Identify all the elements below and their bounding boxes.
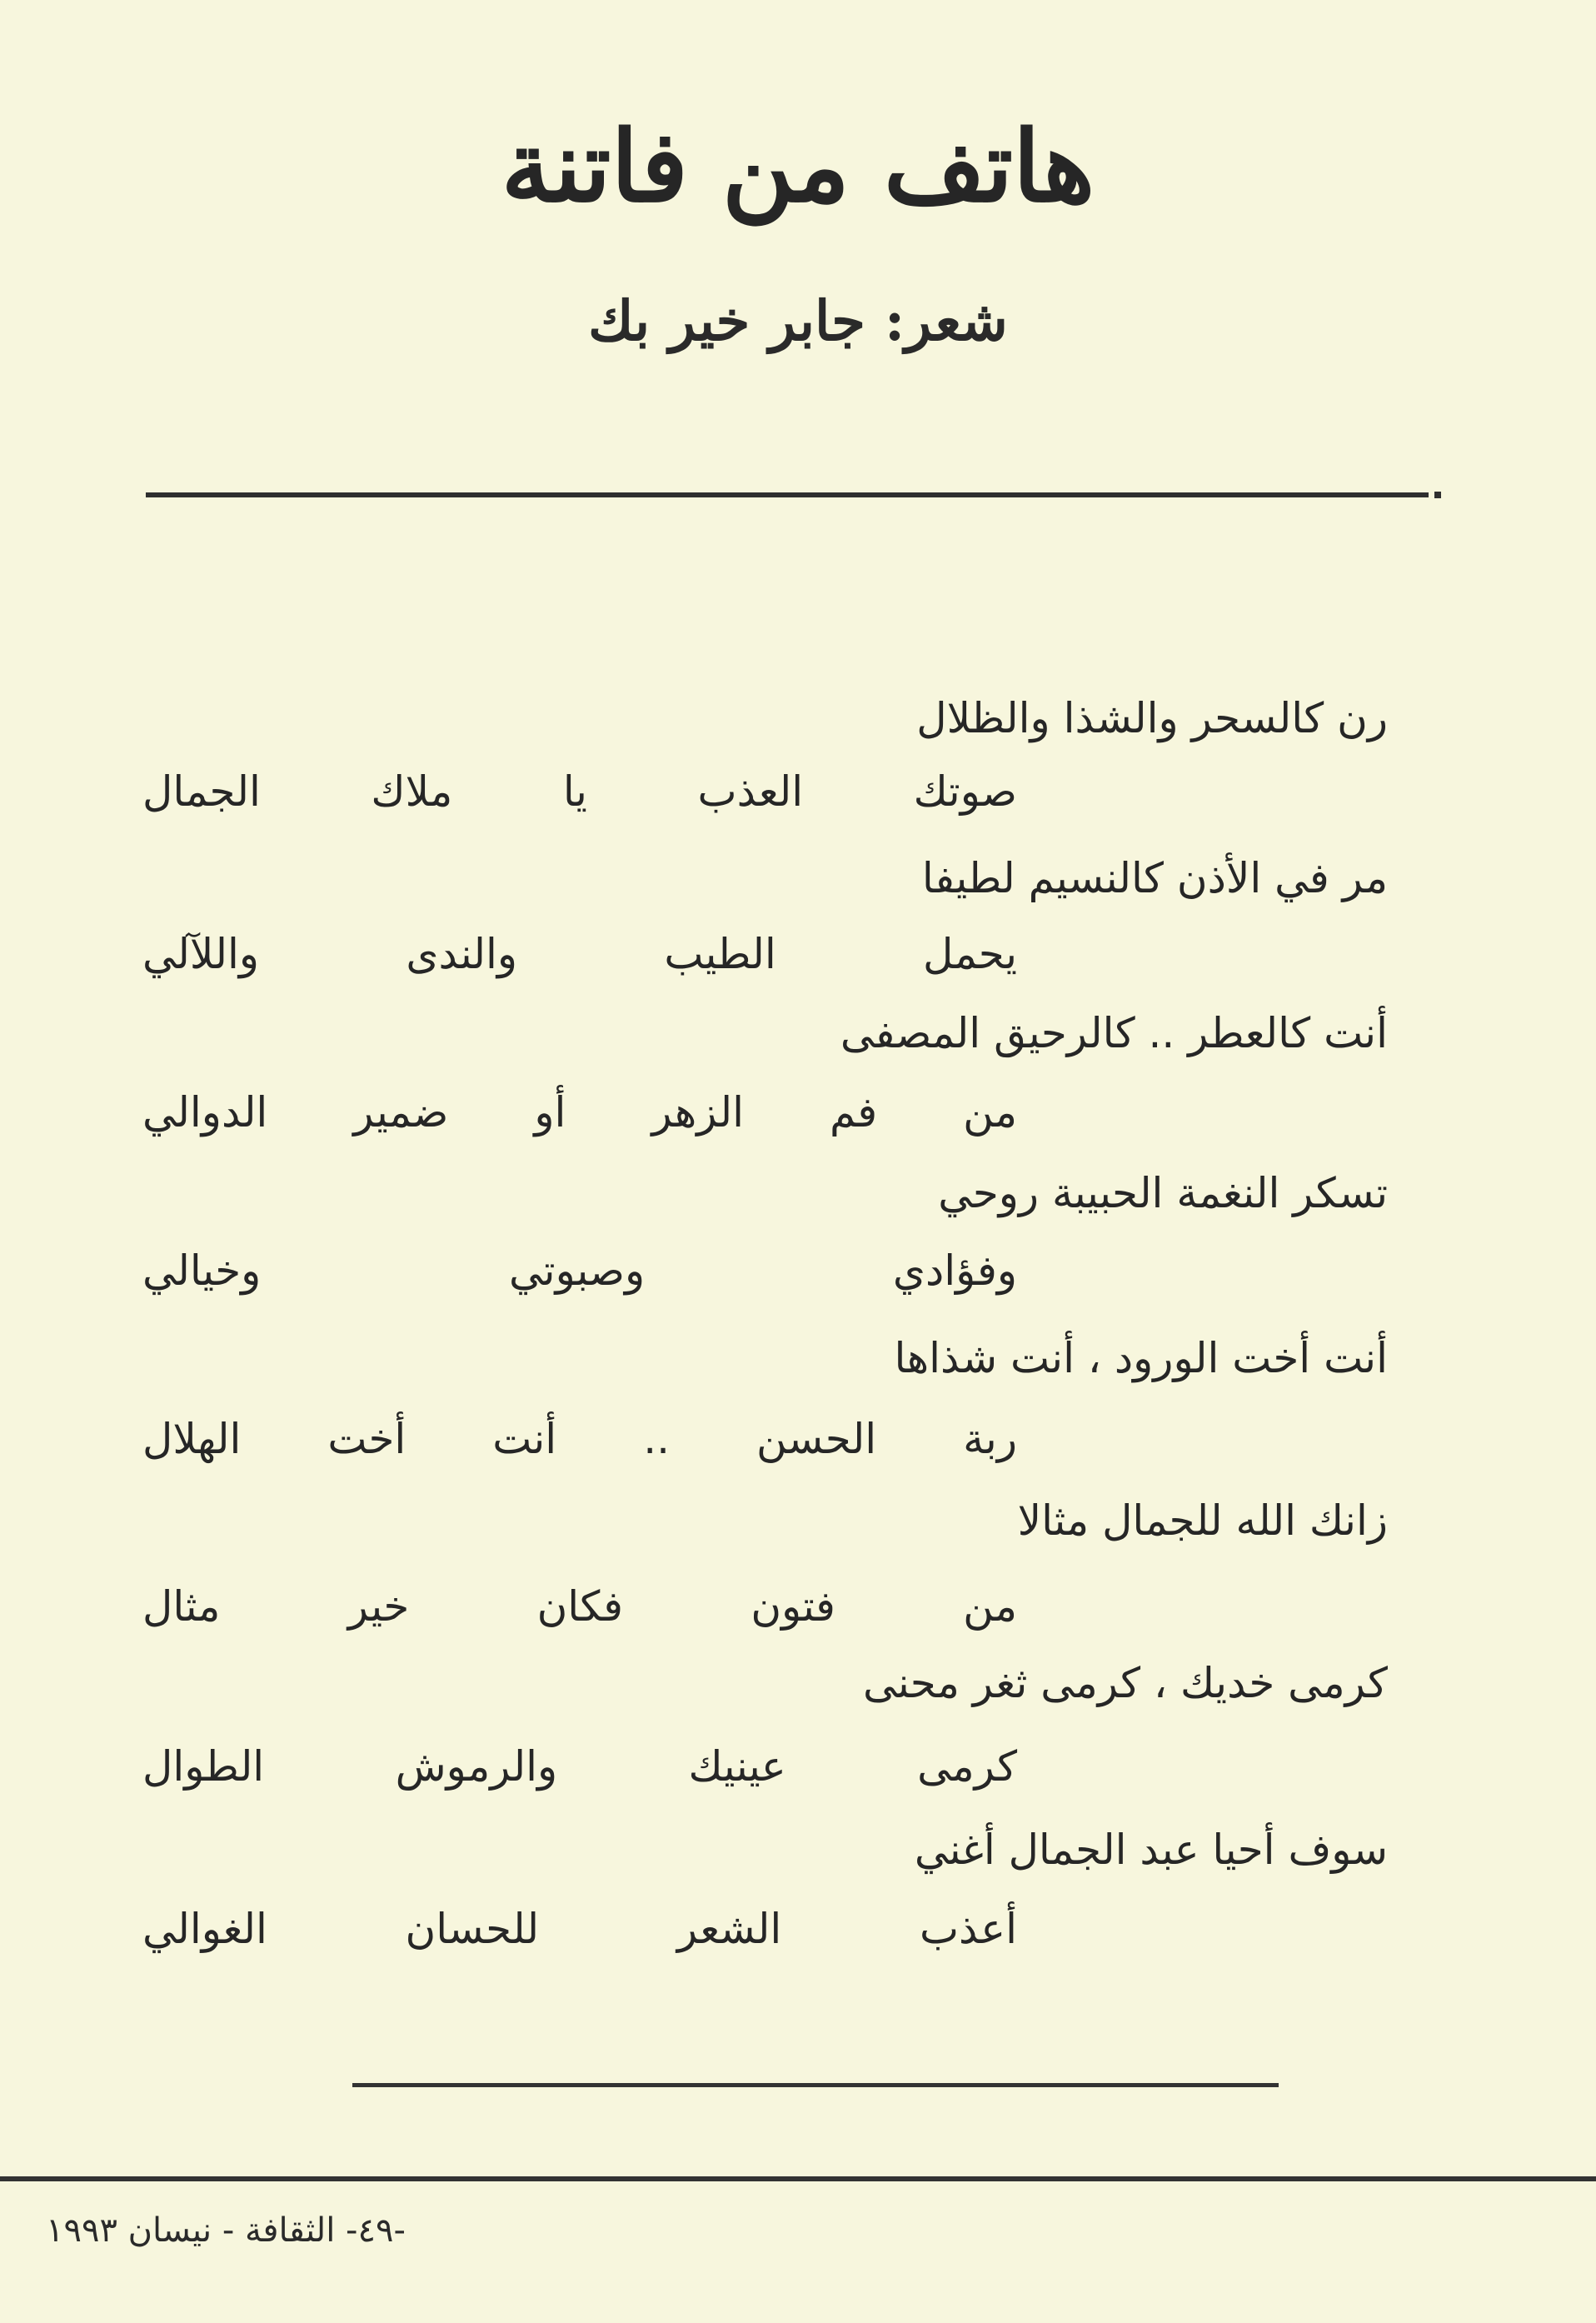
- verse-3-first: أنت كالعطر .. كالرحيق المصفى: [840, 1009, 1388, 1057]
- footer-rule: [0, 2176, 1596, 2181]
- bottom-divider: [352, 2083, 1279, 2087]
- poem-title: هاتف من فاتنة: [501, 108, 1095, 224]
- verse-2-second: يحمل الطيب والندى واللآلي: [142, 930, 1017, 978]
- verse-7-first: كرمى خديك ، كرمى ثغر محنى: [863, 1659, 1388, 1707]
- verse-6-first: زانك الله للجمال مثالا: [1017, 1496, 1388, 1545]
- verse-1-first: رن كالسحر والشذا والظلال: [916, 694, 1388, 742]
- verse-5-first: أنت أخت الورود ، أنت شذاها: [894, 1334, 1388, 1382]
- verse-5-second: ربة الحسن .. أنت أخت الهلال: [142, 1415, 1017, 1463]
- poem-author: شعر: جابر خير بك: [588, 288, 1008, 353]
- verse-6-second: من فتون فكان خير مثال: [142, 1582, 1017, 1631]
- page-footer: -٤٩- الثقافة - نيسان ١٩٩٣: [46, 2211, 406, 2250]
- verse-3-second: من فم الزهر أو ضمير الدوالي: [142, 1088, 1017, 1137]
- verse-4-second: وفؤادي وصبوتي وخيالي: [142, 1246, 1017, 1295]
- verse-4-first: تسكر النغمة الحبيبة روحي: [938, 1169, 1388, 1217]
- verse-1-second: صوتك العذب يا ملاك الجمال: [142, 767, 1017, 816]
- verse-2-first: مر في الأذن كالنسيم لطيفا: [921, 854, 1388, 902]
- verse-7-second: كرمى عينيك والرموش الطوال: [142, 1742, 1017, 1791]
- verse-8-second: أعذب الشعر للحسان الغوالي: [142, 1905, 1017, 1953]
- verse-8-first: سوف أحيا عبد الجمال أغني: [914, 1826, 1388, 1874]
